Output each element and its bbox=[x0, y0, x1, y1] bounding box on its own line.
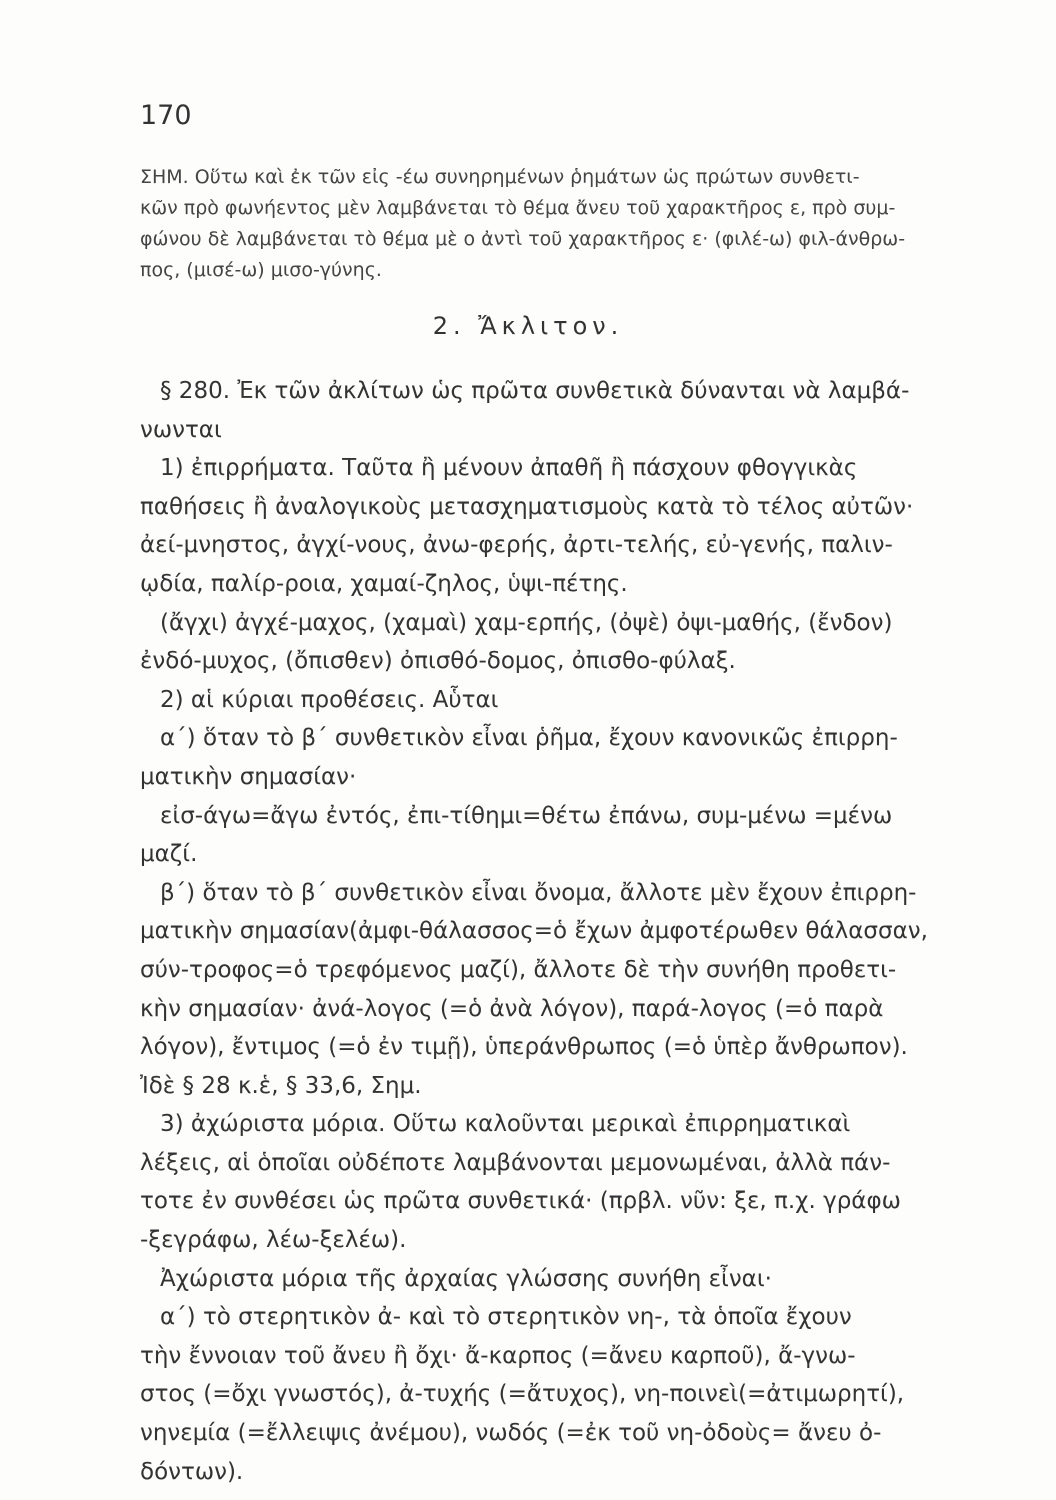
body-line: λέξεις, αἱ ὁποῖαι οὐδέποτε λαμβάνονται μεμονωμέναι, ἀλλὰ πάν- bbox=[140, 1149, 891, 1176]
body-line: Ἀχώριστα μόρια τῆς ἀρχαίας γλώσσης συνήθη εἶναι· bbox=[160, 1265, 772, 1292]
body-line: ῳδία, παλίρ-ροια, χαμαί-ζηλος, ὑψι-πέτης. bbox=[140, 570, 628, 597]
body-line: 1) ἐπιρρήματα. Ταῦτα ἢ μένουν ἀπαθῆ ἢ πάσχουν φθογγικὰς bbox=[160, 455, 858, 482]
section-heading: 2. Ἄκλιτον. bbox=[432, 312, 624, 340]
body-line: -ξεγράφω, λέω-ξελέω). bbox=[140, 1227, 407, 1254]
body-text bbox=[140, 372, 966, 1491]
body-line: ἐνδό-μυχος, (ὄπισθεν) ὀπισθό-δομος, ὀπισθο-φύλαξ. bbox=[140, 648, 736, 675]
note-line: φώνου δὲ λαμβάνεται τὸ θέμα μὲ ο ἀντὶ τοῦ χαρακτῆρος ε· (φιλέ-ω) φιλ-άνθρω- bbox=[140, 228, 906, 250]
body-line: α΄) τὸ στερητικὸν ἀ- καὶ τὸ στερητικὸν νη-, τὰ ὁποῖα ἔχουν bbox=[160, 1304, 852, 1331]
body-line: δόντων). bbox=[140, 1458, 244, 1485]
body-line: τὴν ἔννοιαν τοῦ ἄνευ ἢ ὄχι· ἄ-καρπος (=ἄνευ καρποῦ), ἄ-γνω- bbox=[140, 1342, 856, 1369]
body-line: ματικὴν σημασίαν· bbox=[140, 763, 357, 790]
body-line: νωνται bbox=[140, 416, 222, 443]
body-line: 2) αἱ κύριαι προθέσεις. Αὗται bbox=[160, 686, 499, 713]
body-line: ἀεί-μνηστος, ἀγχί-νους, ἀνω-φερής, ἀρτι-τελής, εὐ-γενής, παλιν- bbox=[140, 532, 893, 559]
note-line: πος, (μισέ-ω) μισο-γύνης. bbox=[140, 259, 382, 281]
note-line: ΣΗΜ. Οὕτω καὶ ἐκ τῶν εἰς -έω συνηρημένων ῥημάτων ὡς πρώτων συνθετι- bbox=[140, 166, 860, 188]
body-line: 3) ἀχώριστα μόρια. Οὕτω καλοῦνται μερικαὶ ἐπιρρηματικαὶ bbox=[160, 1111, 851, 1138]
body-line: § 280. Ἐκ τῶν ἀκλίτων ὡς πρῶτα συνθετικὰ δύνανται νὰ λαμβά- bbox=[160, 378, 910, 404]
body-line: στος (=ὄχι γνωστός), ἀ-τυχής (=ἄτυχος), νη-ποινεὶ(=ἀτιμωρητί), bbox=[140, 1381, 905, 1408]
body-line: τοτε ἐν συνθέσει ὡς πρῶτα συνθετικά· (πρβλ. νῦν: ξε, π.χ. γράφω bbox=[140, 1188, 901, 1215]
body-line: μαζί. bbox=[140, 841, 198, 868]
note-line: κῶν πρὸ φωνήεντος μὲν λαμβάνεται τὸ θέμα ἄνευ τοῦ χαρακτῆρος ε, πρὸ συμ- bbox=[140, 197, 896, 219]
body-line: α΄) ὅταν τὸ β΄ συνθετικὸν εἶναι ῥῆμα, ἔχουν κανονικῶς ἐπιρρη- bbox=[160, 725, 898, 752]
body-line: σύν-τροφος=ὁ τρεφόμενος μαζί), ἄλλοτε δὲ τὴν συνήθη προθετι- bbox=[140, 956, 897, 983]
body-line: εἰσ-άγω=ἄγω ἐντός, ἐπι-τίθημι=θέτω ἐπάνω, συμ-μένω =μένω bbox=[160, 802, 893, 829]
body-line: λόγον), ἔντιμος (=ὁ ἐν τιμῇ), ὑπεράνθρωπος (=ὁ ὑπὲρ ἄνθρωπον). bbox=[140, 1034, 908, 1061]
body-line: β΄) ὅταν τὸ β΄ συνθετικὸν εἶναι ὄνομα, ἄλλοτε μὲν ἔχουν ἐπιρρη- bbox=[160, 879, 917, 906]
body-line: νηνεμία (=ἔλλειψις ἀνέμου), νωδός (=ἐκ τοῦ νη-ὀδοὺς= ἄνευ ὀ- bbox=[140, 1420, 882, 1447]
body-line: ματικὴν σημασίαν(ἀμφι-θάλασσος=ὁ ἔχων ἀμφοτέρωθεν θάλασσαν, bbox=[140, 918, 928, 945]
body-line: κὴν σημασίαν· ἀνά-λογος (=ὁ ἀνὰ λόγον), παρά-λογος (=ὁ παρὰ bbox=[140, 995, 884, 1022]
page-number: 170 bbox=[140, 100, 192, 131]
note-paragraph bbox=[140, 162, 940, 286]
body-line: παθήσεις ἢ ἀναλογικοὺς μετασχηματισμοὺς κατὰ τὸ τέλος αὐτῶν· bbox=[140, 493, 914, 520]
body-line: Ἰδὲ § 28 κ.ἑ, § 33,6, Σημ. bbox=[140, 1072, 422, 1099]
body-line: (ἄγχι) ἀγχέ-μαχος, (χαμαὶ) χαμ-ερπής, (ὀψὲ) ὀψι-μαθής, (ἔνδον) bbox=[160, 609, 893, 636]
